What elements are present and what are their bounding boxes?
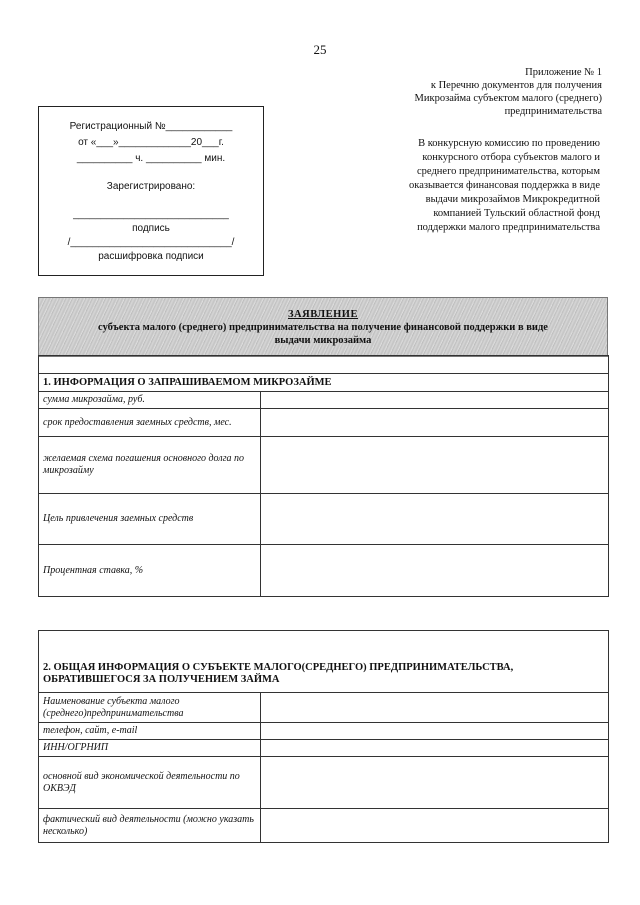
appendix-line: Приложение № 1 bbox=[525, 67, 602, 78]
signature-label: подпись bbox=[132, 223, 170, 234]
section2-heading bbox=[39, 631, 609, 693]
section2-table bbox=[38, 630, 609, 843]
inn-ogrnip-field[interactable] bbox=[261, 740, 609, 757]
reg-date-field[interactable]: от «___»_____________20___г. bbox=[78, 137, 224, 148]
field-label: сумма микрозайма, руб. bbox=[39, 392, 261, 409]
section1-heading: 1. ИНФОРМАЦИЯ О ЗАПРАШИВАЕМОМ МИКРОЗАЙМЕ bbox=[39, 374, 609, 392]
section2-heading-line: 2. ОБЩАЯ ИНФОРМАЦИЯ О СУБЪЕКТЕ МАЛОГО(СРЕДНЕГО) ПРЕДПРИНИМАТЕЛЬСТВА, bbox=[43, 662, 514, 673]
field-label: основной вид экономической деятельности по ОКВЭД bbox=[39, 757, 261, 809]
field-label: желаемая схема погашения основного долга по микрозайму bbox=[39, 437, 261, 494]
field-label: фактический вид деятельности (можно указать несколько) bbox=[39, 809, 261, 843]
field-label: Процентная ставка, % bbox=[39, 545, 261, 597]
reg-number-field[interactable]: Регистрационный №____________ bbox=[69, 121, 233, 132]
actual-activity-field[interactable] bbox=[261, 809, 609, 843]
appendix-note bbox=[342, 66, 602, 118]
interest-rate-field[interactable] bbox=[261, 545, 609, 597]
okved-activity-field[interactable] bbox=[261, 757, 609, 809]
statement-header bbox=[38, 297, 608, 357]
contacts-field[interactable] bbox=[261, 723, 609, 740]
registered-label: Зарегистрировано: bbox=[106, 181, 196, 192]
signature-decode-line[interactable]: /_____________________________/ bbox=[67, 237, 235, 248]
field-label: телефон, сайт, e-mail bbox=[39, 723, 261, 740]
reg-time-field[interactable]: __________ ч. __________ мин. bbox=[76, 153, 226, 164]
loan-term-field[interactable] bbox=[261, 409, 609, 437]
addressee-line: среднего предпринимательства, которым bbox=[417, 166, 600, 177]
section2-heading-line: ОБРАТИВШЕГОСЯ ЗА ПОЛУЧЕНИЕМ ЗАЙМА bbox=[43, 674, 280, 685]
registration-stamp-box bbox=[38, 106, 264, 276]
loan-amount-field[interactable] bbox=[261, 392, 609, 409]
addressee-line: В конкурсную комиссию по проведению bbox=[418, 138, 600, 149]
repayment-scheme-field[interactable] bbox=[261, 437, 609, 494]
appendix-line: к Перечню документов для получения bbox=[430, 80, 602, 91]
appendix-line: Микрозайма субъектом малого (среднего) bbox=[414, 93, 602, 104]
appendix-line: предпринимательства bbox=[504, 106, 602, 117]
section1-table bbox=[38, 355, 609, 597]
field-label: ИНН/ОГРНИП bbox=[39, 740, 261, 757]
page-number: 25 bbox=[313, 42, 327, 57]
signature-decode-label: расшифровка подписи bbox=[98, 251, 204, 262]
addressee-line: выдачи микрозаймов Микрокредитной bbox=[425, 194, 600, 205]
signature-line[interactable]: ____________________________ bbox=[73, 209, 229, 220]
addressee-line: конкурсного отбора субъектов малого и bbox=[422, 152, 600, 163]
company-name-field[interactable] bbox=[261, 693, 609, 723]
field-label: срок предоставления заемных средств, мес. bbox=[39, 409, 261, 437]
statement-subtitle-cont: выдачи микрозайма bbox=[274, 335, 372, 346]
addressee-line: оказывается финансовая поддержка в виде bbox=[409, 180, 600, 191]
addressee-line: поддержки малого предпринимательства bbox=[417, 222, 600, 233]
addressee-block bbox=[360, 137, 600, 235]
field-label: Наименование субъекта малого (среднего)предпринимательства bbox=[39, 693, 261, 723]
section1-spacer bbox=[39, 356, 609, 374]
field-label: Цель привлечения заемных средств bbox=[39, 494, 261, 545]
statement-subtitle: субъекта малого (среднего) предпринимательства на получение финансовой поддержки в виде bbox=[98, 322, 548, 333]
statement-title: ЗАЯВЛЕНИЕ bbox=[288, 309, 358, 320]
loan-purpose-field[interactable] bbox=[261, 494, 609, 545]
addressee-line: компанией Тульский областной фонд bbox=[433, 208, 600, 219]
